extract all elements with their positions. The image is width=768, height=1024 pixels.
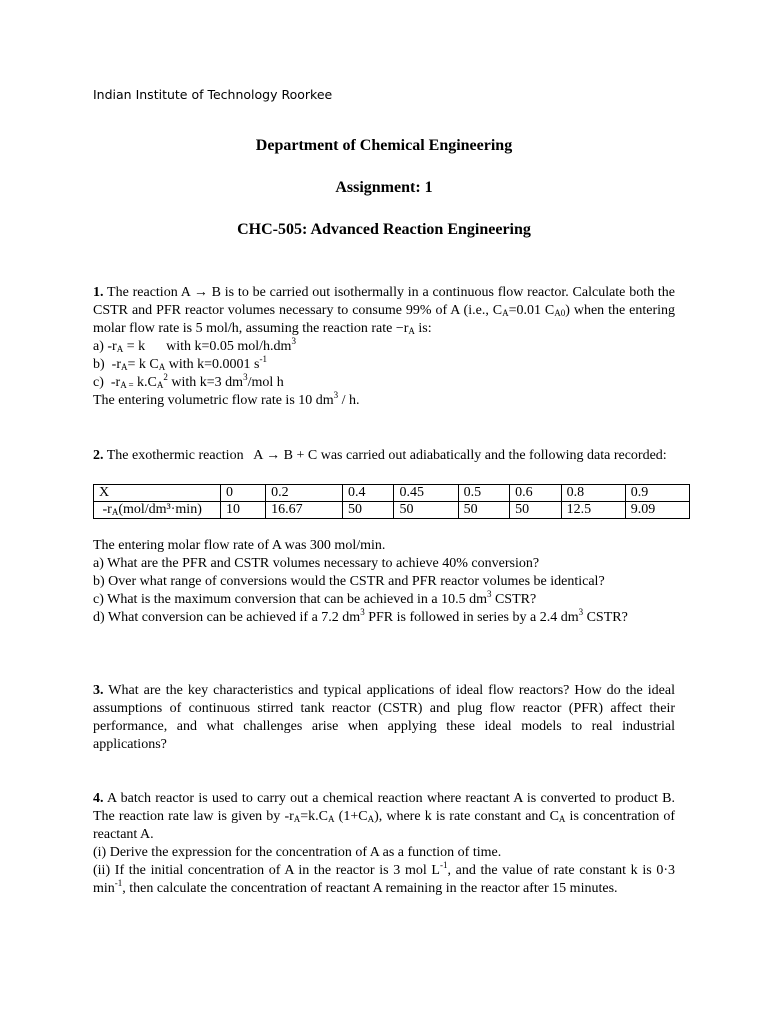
rate-data-table [93,484,690,519]
question-3 [93,682,675,754]
question-number: 3. [93,683,104,698]
table-cell: 0.4 [342,485,394,502]
table-cell: 50 [510,502,562,519]
q1-option-c: c) $-r_{A =}$ $k.C_A^2$ with k=3 $dm^3$/mol h [93,372,284,390]
course-title: CHC-505: Advanced Reaction Engineering [237,221,531,238]
table-cell: 9.09 [625,502,689,519]
table-cell: X [94,485,221,502]
q1-option-a: a) $-r_A = k$ with k=0.05 mol/$h.dm^3$ [93,336,296,354]
table-cell: 0 [221,485,266,502]
question-number: 2. [93,448,104,463]
question-2 [93,447,675,465]
table-cell: 0.9 [625,485,689,502]
q2-part-a: a) What are the PFR and CSTR volumes necessary to achieve 40% conversion? [93,556,540,571]
table-cell: 0.5 [458,485,510,502]
department-title: Department of Chemical Engineering [255,137,513,154]
table-cell: 12.5 [561,502,625,519]
q2-intro: The exothermic reaction A → B + C was carried out adiabatically and the following data recorded: [106,448,667,463]
q2-part-b: b) Over what range of conversions would the CSTR and PFR reactor volumes be identical? [93,574,605,589]
q4-part-i: (i) Derive the expression for the concentration of A as a function of time. [93,845,502,860]
table-cell: 0.6 [510,485,562,502]
table-cell: 10 [221,502,266,519]
table-row [94,502,690,519]
q1-option-b: b) $-r_A= k$ $C_A$ with k=0.0001 $s^{-1}$ [93,354,267,372]
question-number: 4. [93,791,104,806]
table-cell: $-r_A(mol/dm^3\cdot\min)$ [94,502,221,519]
q2-part-c: c) What is the maximum conversion that can be achieved in a 10.5 $dm^3$ CSTR? [93,589,537,607]
q4-part-ii: (ii) If the initial concentration of A in the reactor is 3 mol $L^{-1}$, and the value of rate constant k is 0·3 $\min^{-1}$, then calculate the concentration of reactant A remaining in the reactor after 15 minutes. [93,860,675,896]
table-cell: 0.2 [266,485,343,502]
assignment-title: Assignment: 1 [335,179,433,196]
table-cell: 0.8 [561,485,625,502]
question-4: 4. A batch reactor is used to carry out a chemical reaction where reactant A is converted to product B. The reaction rate law is given by $-r_A=k.C_A$ $(1+C_A)$, where k is rate constant and $C_A$ is concentration of reactant A. [93,791,676,842]
q2-part-d: d) What conversion can be achieved if a 7.2 $dm^3$ PFR is followed in series by a 2.4 $dm^3$ CSTR? [93,607,628,625]
table-cell: 50 [458,502,510,519]
q1-text: The reaction A → B is to be carried out isothermally in a continuous flow reactor. Calculate both the CSTR and PFR reactor volumes necessary to consume 99% of A (i.e., [93,285,675,318]
table-row [94,485,690,502]
table-cell: 16.67 [266,502,343,519]
question-number: 1. [93,285,104,300]
q1-flow-rate: The entering volumetric flow rate is 10 $dm^3$ / h. [93,390,360,408]
table-cell: 50 [394,502,458,519]
q2-molar-flow: The entering molar flow rate of A was 300 mol/min. [93,538,386,553]
table-cell: 0.45 [394,485,458,502]
question-1: 1. The reaction A → B is to be carried out isothermally in a continuous flow reactor. Calculate both the CSTR and PFR reactor volumes necessary to consume 99% of A (i.e., $C_A=0.01$ $C_{A0}$) when the entering molar flow rate is 5 mol/h, assuming the reaction rate $-r_A$ is: [93,285,675,336]
q3-text: What are the key characteristics and typical applications of ideal flow reactors? How do the ideal assumptions of continuous stirred tank reactor (CSTR) and plug flow reactor (PFR) affect their performance, and what challenges arise when applying these ideal models to real industrial applications? [93,683,676,752]
table-cell: 50 [342,502,394,519]
institute-name: Indian Institute of Technology Roorkee [93,87,333,102]
